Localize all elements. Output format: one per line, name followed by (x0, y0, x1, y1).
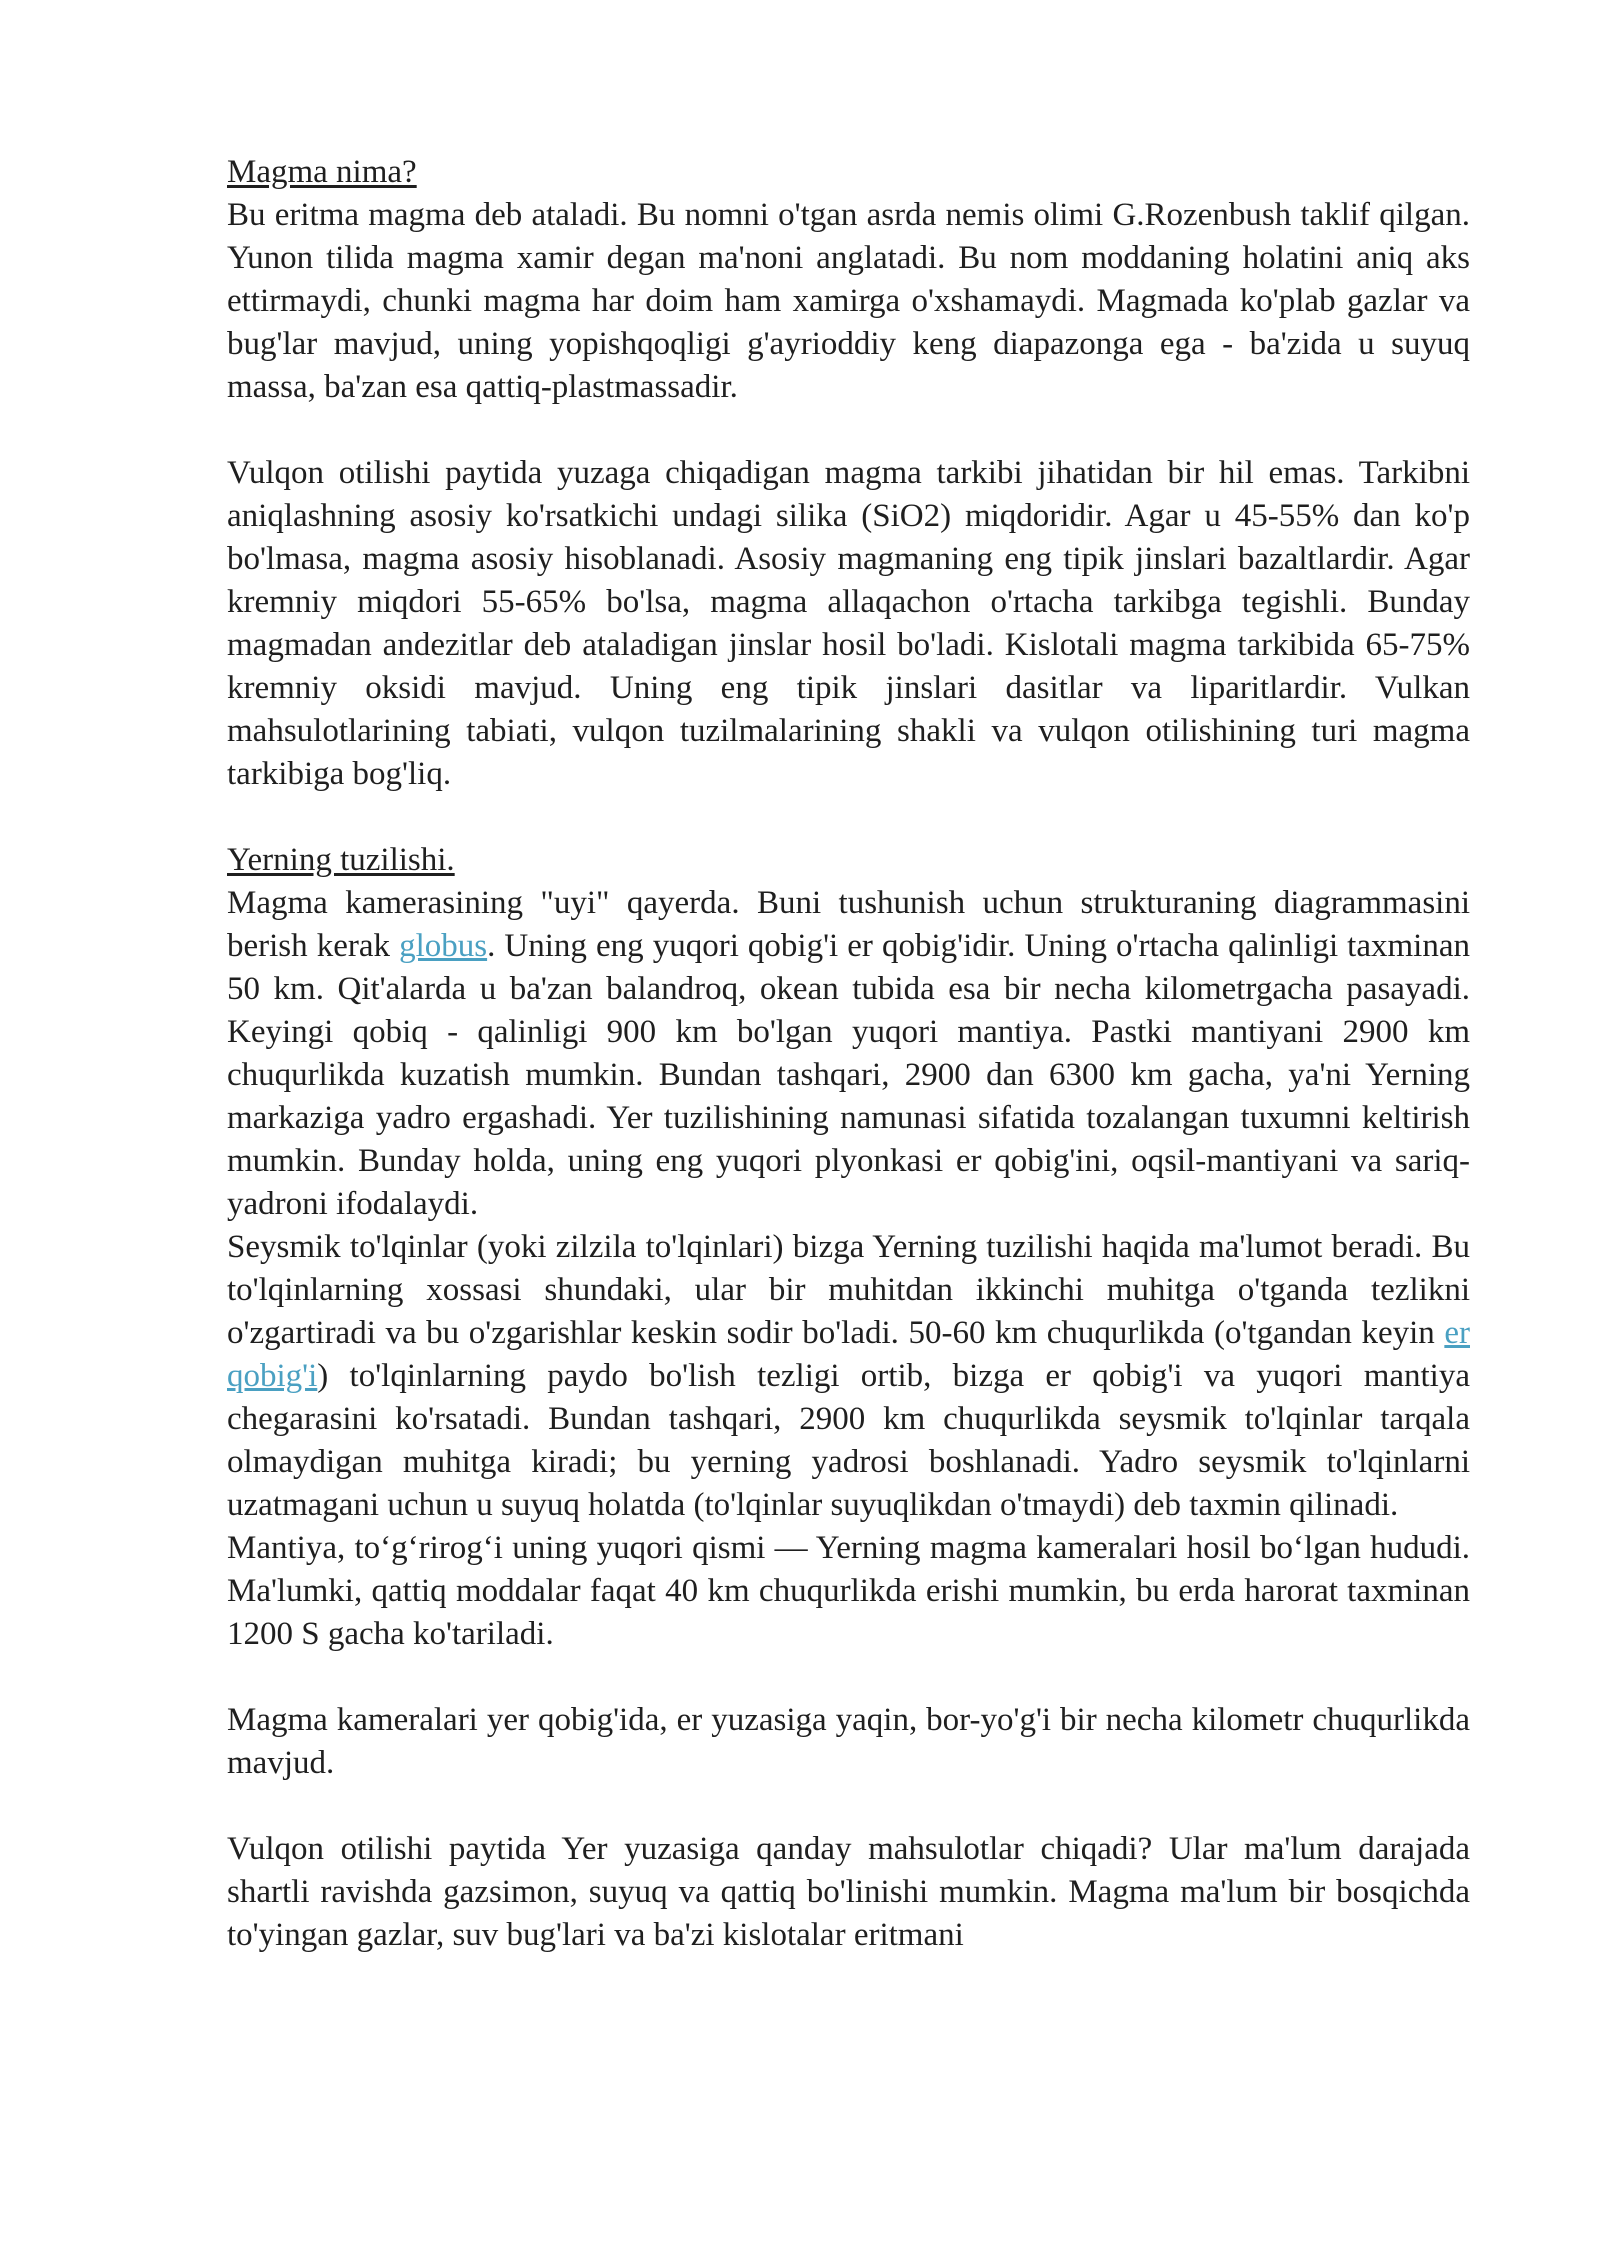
paragraph-mantle: Mantiya, to‘g‘rirog‘i uning yuqori qismi — Yerning magma kameralari hosil bo‘lgan hududi. Ma'lumki, qattiq moddalar faqat 40 km chuqurlikda erishi mumkin, bu erda harorat taxminan 1200 S gacha ko'tariladi. (227, 1530, 1470, 1652)
paragraph-text: ) to'lqinlarning paydo bo'lish tezligi ortib, bizga er qobig'i va yuqori mantiya chegarasini ko'rsatadi. Bundan tashqari, 2900 km chuqurlikda seysmik to'lqinlar tarqala olmaydigan muhitga kiradi; bu yerning yadrosi boshlanadi. Yadro seysmik to'lqinlarni uzatmagani uchun u suyuq holatda (to'lqinlar suyuqlikdan o'tmaydi) deb taxmin qilinadi. (227, 1358, 1470, 1523)
paragraph-eruption-products: Vulqon otilishi paytida Yer yuzasiga qanday mahsulotlar chiqadi? Ular ma'lum darajada shartli ravishda gazsimon, suyuq va qattiq bo'linishi mumkin. Magma ma'lum bir bosqichda to'yingan gazlar, suv bug'lari va ba'zi kislotalar eritmani (227, 1831, 1470, 1953)
paragraph-gap (227, 409, 1470, 452)
heading-magma-nima: Magma nima? (227, 154, 417, 190)
paragraph-gap (227, 796, 1470, 839)
paragraph-magma-chambers: Magma kameralari yer qobig'ida, er yuzasiga yaqin, bor-yo'g'i bir necha kilometr chuqurlikda mavjud. (227, 1702, 1470, 1781)
paragraph-earth-structure (227, 882, 1470, 1226)
link-er-qobigi[interactable]: er qobig'i (227, 1315, 1470, 1394)
paragraph-magma-composition: Vulqon otilishi paytida yuzaga chiqadigan magma tarkibi jihatidan bir hil emas. Tarkibni aniqlashning asosiy ko'rsatkichi undagi silika (SiO2) miqdoridir. Agar u 45-55% dan ko'p bo'lmasa, magma asosiy hisoblanadi. Asosiy magmaning eng tipik jinslari bazaltlardir. Agar kremniy miqdori 55-65% bo'lsa, magma allaqachon o'rtacha tarkibga tegishli. Bunday magmadan andezitlar deb ataladigan jinslar hosil bo'ladi. Kislotali magma tarkibida 65-75% kremniy oksidi mavjud. Uning eng tipik jinslari dasitlar va liparitlardir. Vulkan mahsulotlarining tabiati, vulqon tuzilmalarining shakli va vulqon otilishining turi magma tarkibiga bog'liq. (227, 455, 1470, 792)
paragraph-text: . Uning eng yuqori qobig'i er qobig'idir. Uning o'rtacha qalinligi taxminan 50 km. Qit'alarda u ba'zan balandroq, okean tubida esa bir necha kilometrgacha pasayadi. Keyingi qobiq - qalinligi 900 km bo'lgan yuqori mantiya. Pastki mantiyani 2900 km chuqurlikda kuzatish mumkin. Bundan tashqari, 2900 dan 6300 km gacha, ya'ni Yerning markaziga yadro ergashadi. Yer tuzilishining namunasi sifatida tozalangan tuxumni keltirish mumkin. Bunday holda, uning eng yuqori plyonkasi er qobig'ini, oqsil-mantiyani va sariq-yadroni ifodalaydi. (227, 928, 1470, 1222)
heading-yerning-tuzilishi: Yerning tuzilishi. (227, 842, 455, 878)
paragraph-magma-definition: Bu eritma magma deb ataladi. Bu nomni o'tgan asrda nemis olimi G.Rozenbush taklif qilgan. Yunon tilida magma xamir degan ma'noni anglatadi. Bu nom moddaning holatini aniq aks ettirmaydi, chunki magma har doim ham xamirga o'xshamaydi. Magmada ko'plab gazlar va bug'lar mavjud, uning yopishqoqligi g'ayrioddiy keng diapazonga ega - ba'zida u suyuq massa, ba'zan esa qattiq-plastmassadir. (227, 197, 1470, 405)
paragraph-text: Magma kamerasining "uyi" qayerda. Buni tushunish uchun strukturaning diagrammasini berish kerak (227, 885, 1470, 964)
paragraph-text: Seysmik to'lqinlar (yoki zilzila to'lqinlari) bizga Yerning tuzilishi haqida ma'lumot beradi. Bu to'lqinlarning xossasi shundaki, ular bir muhitdan ikkinchi muhitga o'tganda tezlikni o'zgartiradi va bu o'zgarishlar keskin sodir bo'ladi. 50-60 km chuqurlikda (o'tgandan keyin (227, 1229, 1470, 1351)
paragraph-seismic-waves (227, 1226, 1470, 1527)
paragraph-gap (227, 1656, 1470, 1699)
link-globus[interactable]: globus (399, 928, 488, 964)
paragraph-gap (227, 1785, 1470, 1828)
